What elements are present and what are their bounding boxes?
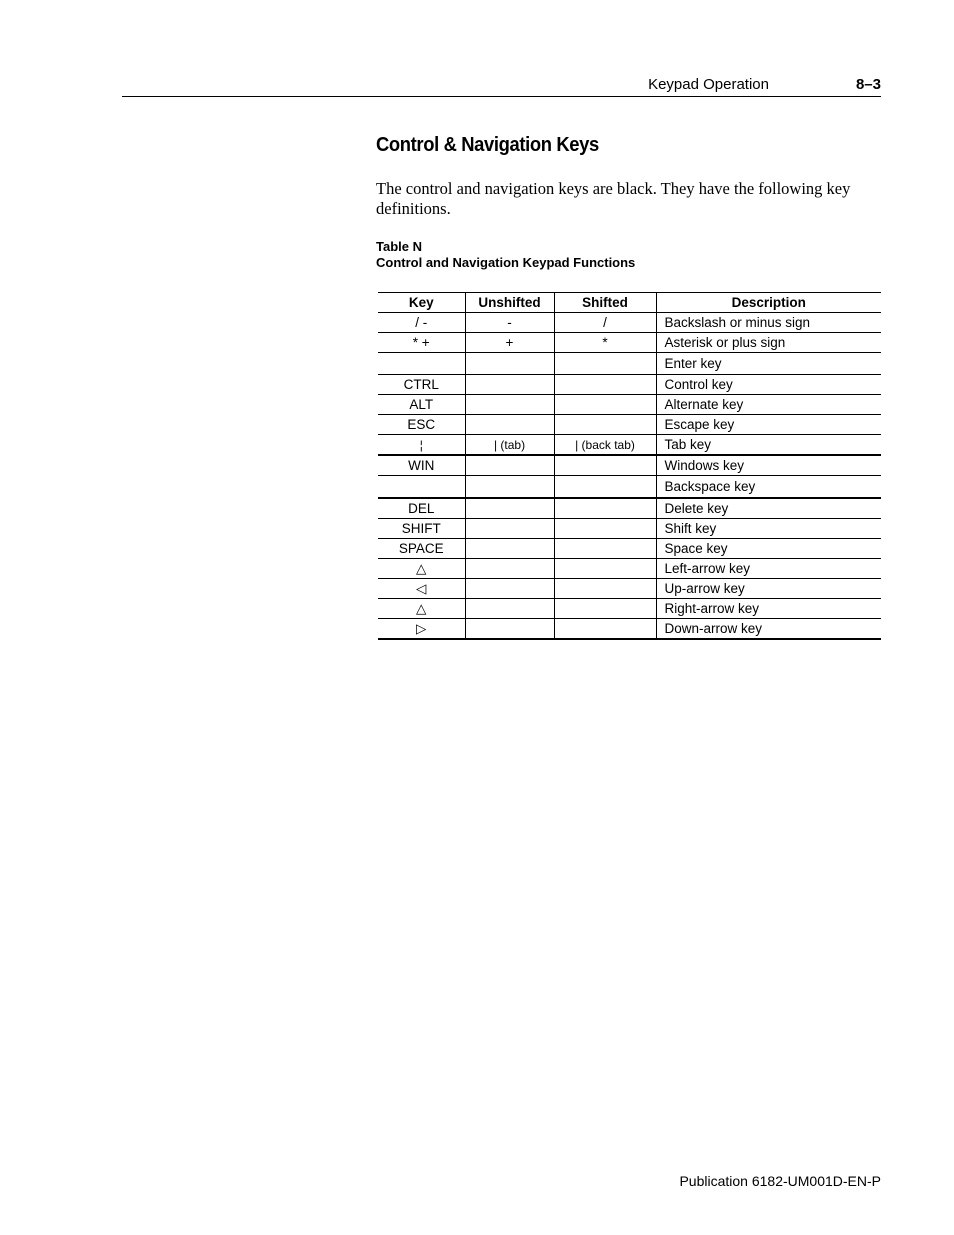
shifted-cell: / — [554, 313, 656, 333]
unshifted-cell — [465, 476, 554, 499]
table-row — [378, 313, 881, 333]
table-label: Table N — [376, 239, 422, 254]
column-header-description: Description — [656, 293, 881, 313]
publication-footer: Publication 6182-UM001D-EN-P — [679, 1173, 881, 1189]
key-cell — [378, 476, 465, 499]
shifted-cell — [554, 619, 656, 640]
shifted-cell — [554, 599, 656, 619]
key-cell: DEL — [378, 498, 465, 519]
unshifted-cell: - — [465, 313, 554, 333]
description-cell: Control key — [656, 375, 881, 395]
table-row — [378, 333, 881, 353]
key-cell: * + — [378, 333, 465, 353]
table-row — [378, 539, 881, 559]
table-caption — [376, 239, 635, 271]
shifted-cell — [554, 353, 656, 375]
unshifted-cell — [465, 415, 554, 435]
key-cell — [378, 353, 465, 375]
description-cell: Up-arrow key — [656, 579, 881, 599]
unshifted-cell — [465, 455, 554, 476]
page-header — [122, 74, 881, 97]
key-cell: △ — [378, 559, 465, 579]
description-cell: Windows key — [656, 455, 881, 476]
table-row — [378, 498, 881, 519]
keypad-functions-table — [378, 292, 881, 640]
description-cell: Space key — [656, 539, 881, 559]
key-cell: ALT — [378, 395, 465, 415]
shifted-cell — [554, 455, 656, 476]
column-header-unshifted: Unshifted — [465, 293, 554, 313]
shifted-cell: * — [554, 333, 656, 353]
header-title: Keypad Operation — [648, 76, 769, 93]
unshifted-cell — [465, 599, 554, 619]
table-row — [378, 395, 881, 415]
table-header-row — [378, 293, 881, 313]
description-cell: Delete key — [656, 498, 881, 519]
key-cell: ¦ — [378, 435, 465, 456]
unshifted-cell — [465, 579, 554, 599]
unshifted-cell — [465, 353, 554, 375]
table-row — [378, 455, 881, 476]
section-title: Control & Navigation Keys — [376, 134, 599, 156]
shifted-cell — [554, 476, 656, 499]
unshifted-cell — [465, 395, 554, 415]
unshifted-cell — [465, 375, 554, 395]
shifted-cell: | (back tab) — [554, 435, 656, 456]
table-row — [378, 375, 881, 395]
key-cell: ESC — [378, 415, 465, 435]
table-row — [378, 519, 881, 539]
description-cell: Tab key — [656, 435, 881, 456]
unshifted-cell: + — [465, 333, 554, 353]
table-row — [378, 476, 881, 499]
description-cell: Enter key — [656, 353, 881, 375]
table-row — [378, 415, 881, 435]
description-cell: Backspace key — [656, 476, 881, 499]
key-cell: ◁ — [378, 579, 465, 599]
page-number: 8–3 — [855, 76, 881, 93]
unshifted-cell: | (tab) — [465, 435, 554, 456]
shifted-cell — [554, 375, 656, 395]
shifted-cell — [554, 415, 656, 435]
table-row — [378, 599, 881, 619]
intro-paragraph: The control and navigation keys are black. They have the following key definitions. — [376, 179, 851, 218]
column-header-shifted: Shifted — [554, 293, 656, 313]
table-row — [378, 559, 881, 579]
table-row — [378, 579, 881, 599]
unshifted-cell — [465, 498, 554, 519]
description-cell: Backslash or minus sign — [656, 313, 881, 333]
shifted-cell — [554, 539, 656, 559]
unshifted-cell — [465, 539, 554, 559]
key-cell: WIN — [378, 455, 465, 476]
key-cell: SPACE — [378, 539, 465, 559]
description-cell: Left-arrow key — [656, 559, 881, 579]
table-row — [378, 619, 881, 640]
description-cell: Alternate key — [656, 395, 881, 415]
unshifted-cell — [465, 519, 554, 539]
table-row — [378, 353, 881, 375]
description-cell: Asterisk or plus sign — [656, 333, 881, 353]
shifted-cell — [554, 395, 656, 415]
key-cell: / - — [378, 313, 465, 333]
table-row — [378, 435, 881, 456]
description-cell: Right-arrow key — [656, 599, 881, 619]
key-cell: SHIFT — [378, 519, 465, 539]
unshifted-cell — [465, 619, 554, 640]
column-header-key: Key — [378, 293, 465, 313]
shifted-cell — [554, 559, 656, 579]
key-cell: CTRL — [378, 375, 465, 395]
description-cell: Shift key — [656, 519, 881, 539]
key-cell: △ — [378, 599, 465, 619]
shifted-cell — [554, 579, 656, 599]
key-cell: ▷ — [378, 619, 465, 640]
shifted-cell — [554, 519, 656, 539]
table-title: Control and Navigation Keypad Functions — [376, 255, 636, 270]
description-cell: Escape key — [656, 415, 881, 435]
shifted-cell — [554, 498, 656, 519]
description-cell: Down-arrow key — [656, 619, 881, 640]
unshifted-cell — [465, 559, 554, 579]
